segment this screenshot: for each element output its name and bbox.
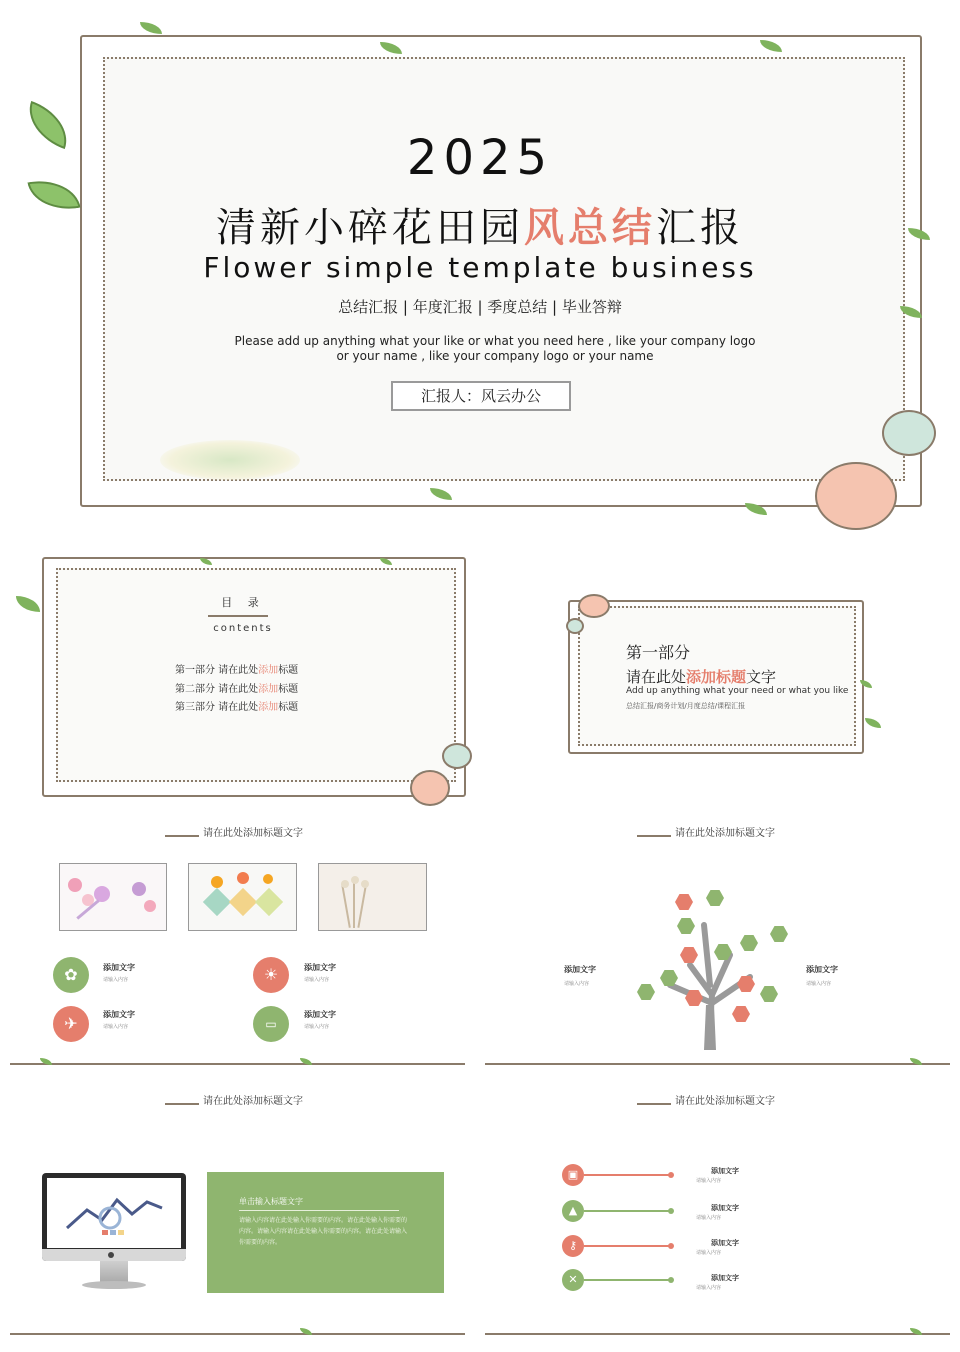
tree-heading-text: 请在此处添加标题文字 [675, 828, 775, 839]
slide-cover [0, 0, 960, 530]
cover-title-accent: 风总结 [524, 205, 656, 251]
cover-title [0, 196, 960, 253]
timeline-line [584, 1174, 670, 1176]
timeline-line [584, 1279, 670, 1281]
timeline-dot [668, 1172, 674, 1178]
contents-item-accent: 添加 [258, 665, 279, 676]
donut-icon [578, 594, 610, 618]
cover-desc-line2: or your name , like your company logo or your name [336, 349, 654, 363]
section-en: Add up anything what your need or what you like [626, 686, 849, 696]
photo-flowers-pink [59, 863, 167, 931]
timeline-sub: 请输入内容 [696, 1178, 722, 1184]
feature-sub: 请输入内容 [304, 977, 330, 983]
timeline-sub: 请输入内容 [696, 1215, 722, 1221]
info-card-title: 单击输入标题文字 [239, 1197, 303, 1206]
cover-subtitle-en: Flower simple template business [203, 251, 757, 284]
cover-desc-line1: Please add up anything what your like or what you need here , like your company logo [234, 334, 756, 348]
donut-icon [442, 743, 472, 769]
timeline-sub: 请输入内容 [696, 1250, 722, 1256]
monitor-icon [42, 1173, 186, 1297]
tree-left-title: 添加文字 [564, 965, 596, 974]
section-tags: 总结汇报/商务计划/月度总结/课程汇报 [626, 702, 746, 710]
timeline-title: 添加文字 [711, 1204, 739, 1212]
timeline-heading-text: 请在此处添加标题文字 [675, 1096, 775, 1107]
features-heading-text: 请在此处添加标题文字 [203, 828, 303, 839]
tree-left-sub: 请输入内容 [564, 981, 590, 987]
info-card-divider [239, 1210, 399, 1211]
cover-categories: 总结汇报 | 年度汇报 | 季度总结 | 毕业答辩 [338, 298, 622, 316]
graduation-cap-icon: ▲ [562, 1200, 584, 1222]
donut-icon [882, 410, 936, 456]
feature-sub: 请输入内容 [103, 977, 129, 983]
timeline-title: 添加文字 [711, 1167, 739, 1175]
timeline-title: 添加文字 [711, 1274, 739, 1282]
donut-icon [815, 462, 897, 530]
section-line-suffix: 文字 [746, 668, 777, 686]
reporter-box: 汇报人：风云办公 [391, 381, 571, 411]
photo-origami-flowers [188, 863, 297, 931]
feature-title: 添加文字 [103, 1010, 135, 1019]
vine-divider [10, 1063, 465, 1065]
leaf-icon [637, 1097, 671, 1105]
contents-item-accent: 添加 [258, 684, 279, 695]
contents-item-2[interactable] [175, 680, 298, 695]
tree-illustration [630, 885, 790, 1050]
leaf-icon [16, 596, 40, 612]
leaf-icon [165, 829, 199, 837]
plane-icon: ✈ [53, 1006, 89, 1042]
key-icon: ⚷ [562, 1235, 584, 1257]
feature-title: 添加文字 [304, 963, 336, 972]
cover-year: 2025 [406, 130, 554, 186]
section-line [626, 666, 776, 687]
briefcase-icon: ▣ [562, 1164, 584, 1186]
contents-item-prefix: 第一部分 请在此处 [175, 665, 259, 676]
feature-sub: 请输入内容 [304, 1024, 330, 1030]
timeline-heading [637, 1092, 775, 1107]
vine-divider [10, 1333, 465, 1335]
info-card [207, 1172, 444, 1293]
tree-heading [637, 824, 775, 839]
slide-monitor [0, 1080, 480, 1345]
timeline-dot [668, 1277, 674, 1283]
contents-item-accent: 添加 [258, 702, 279, 713]
timeline-sub: 请输入内容 [696, 1285, 722, 1291]
timeline-dot [668, 1208, 674, 1214]
contents-item-suffix: 标题 [278, 684, 299, 695]
timeline-line [584, 1245, 670, 1247]
donut-icon [566, 618, 584, 634]
vine-divider [485, 1333, 950, 1335]
vine-divider [485, 1063, 950, 1065]
leaf-icon [637, 829, 671, 837]
timeline-dot [668, 1243, 674, 1249]
section-part: 第一部分 [626, 643, 691, 662]
monitor-heading-text: 请在此处添加标题文字 [203, 1096, 303, 1107]
leaf-icon [865, 718, 881, 728]
features-heading [165, 824, 303, 839]
cover-title-main: 清新小碎花田园 [216, 205, 524, 251]
slide-contents [0, 540, 480, 810]
contents-item-prefix: 第二部分 请在此处 [175, 684, 259, 695]
slide-tree [480, 810, 960, 1075]
contents-item-prefix: 第三部分 请在此处 [175, 702, 259, 713]
watercolor-blob [160, 440, 300, 480]
feature-title: 添加文字 [304, 1010, 336, 1019]
section-line-accent: 添加标题 [686, 668, 747, 686]
feature-sub: 请输入内容 [103, 1024, 129, 1030]
donut-icon [410, 770, 450, 806]
feature-title: 添加文字 [103, 963, 135, 972]
info-card-body: 请输入内容请在此处输入你需要的内容。请在此处输入你需要的内容。请输入内容请在此处输入你需要的内容。请在此处请输入你需要的内容。 [239, 1217, 408, 1246]
slide-features [0, 810, 480, 1075]
tree-right-sub: 请输入内容 [806, 981, 832, 987]
slide-timeline [480, 1080, 960, 1345]
timeline-title: 添加文字 [711, 1239, 739, 1247]
contents-item-1[interactable] [175, 661, 298, 676]
contents-title-en: contents [213, 623, 273, 634]
contents-divider [208, 615, 268, 617]
sun-icon: ☀ [253, 957, 289, 993]
award-icon: ✿ [53, 957, 89, 993]
leaf-icon [165, 1097, 199, 1105]
leaf-icon [140, 22, 162, 34]
money-icon: ▭ [253, 1006, 289, 1042]
contents-item-3[interactable] [175, 698, 298, 713]
timeline-line [584, 1210, 670, 1212]
contents-item-suffix: 标题 [278, 665, 299, 676]
contents-item-suffix: 标题 [278, 702, 299, 713]
tools-icon: ✕ [562, 1269, 584, 1291]
section-line-prefix: 请在此处 [626, 668, 687, 686]
tree-right-title: 添加文字 [806, 965, 838, 974]
slide-section [480, 540, 960, 810]
monitor-heading [165, 1092, 303, 1107]
photo-dried-flowers [318, 863, 427, 931]
contents-title: 目 录 [221, 596, 265, 609]
cover-title-end: 汇报 [656, 205, 744, 251]
